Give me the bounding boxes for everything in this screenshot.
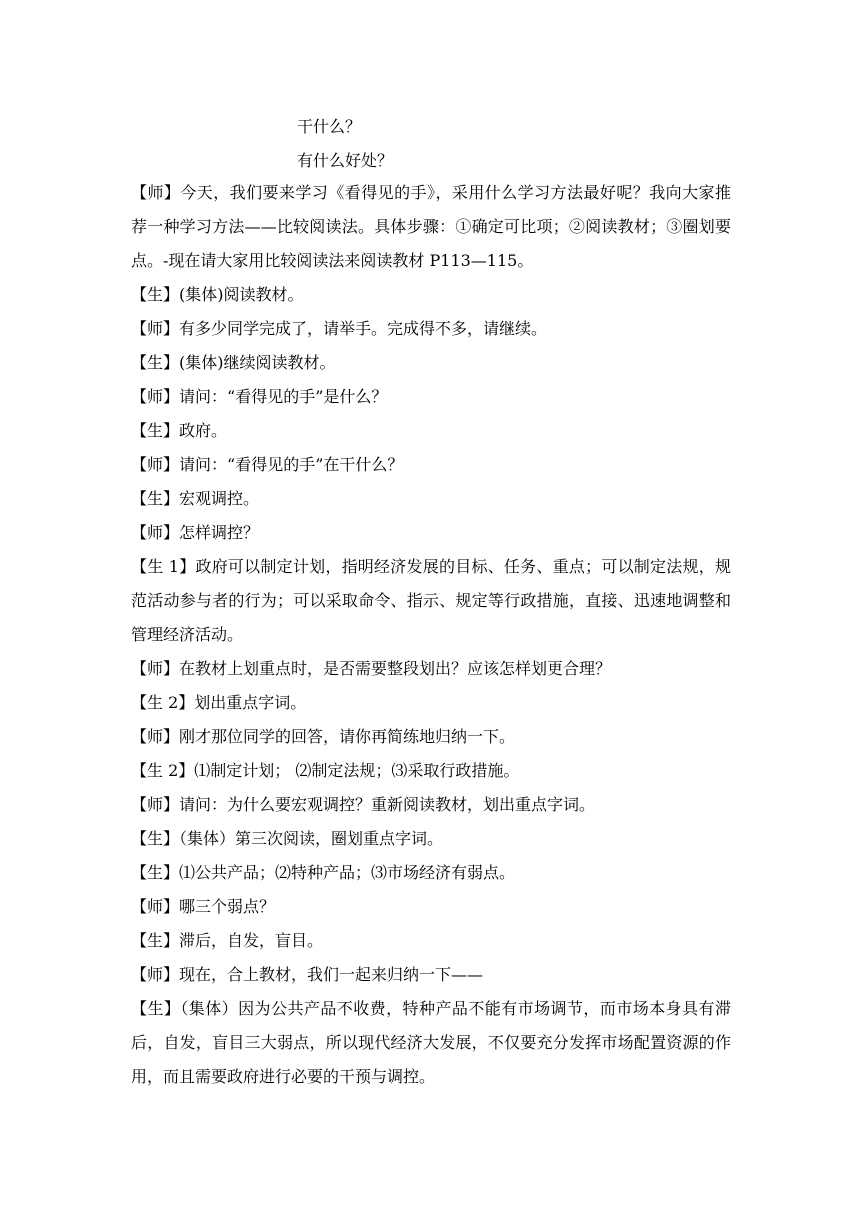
turn-text: (集体)阅读教材。 (179, 285, 304, 304)
turn-text: 刚才那位同学的回答，请你再简练地归纳一下。 (179, 727, 516, 746)
speaker-label: 【生】 (131, 285, 180, 304)
turn-text: 滞后，自发，盲目。 (179, 931, 324, 950)
speaker-label: 【生】 (131, 931, 180, 950)
speaker-label: 【师】 (131, 387, 180, 406)
speaker-label: 【师】 (131, 319, 180, 338)
speaker-label: 【生】 (131, 421, 180, 440)
dialogue-turn (131, 414, 731, 448)
turn-text: 哪三个弱点？ (179, 897, 276, 916)
dialogue-turn (131, 822, 731, 856)
turn-text: ⑴制定计划； ⑵制定法规；⑶采取行政措施。 (194, 761, 520, 780)
speaker-label: 【师】 (131, 659, 180, 678)
dialogue-turn (131, 550, 731, 652)
turn-text: ⑴公共产品；⑵特种产品；⑶市场经济有弱点。 (179, 863, 516, 882)
dialogue-turn (131, 890, 731, 924)
speaker-label: 【师】 (131, 965, 180, 984)
speaker-label: 【师】 (131, 523, 180, 542)
turn-text: 政府。 (179, 421, 228, 440)
turn-text: 请问：“看得见的手”是什么？ (179, 387, 388, 406)
speaker-label: 【生】 (131, 829, 180, 848)
speaker-label: 【生】 (131, 489, 180, 508)
question-line: 干什么？ (297, 117, 362, 136)
dialogue-turn (131, 516, 731, 550)
dialogue-turn (131, 482, 731, 516)
speaker-label: 【生】 (131, 353, 180, 372)
speaker-label: 【师】 (131, 795, 180, 814)
turn-text: 在教材上划重点时，是否需要整段划出？应该怎样划更合理？ (179, 659, 612, 678)
speaker-label: 【生 1】 (131, 557, 196, 576)
speaker-label: 【师】 (131, 455, 180, 474)
dialogue-turn (131, 652, 731, 686)
turn-text: (集体)继续阅读教材。 (179, 353, 336, 372)
dialogue-turn (131, 380, 731, 414)
turn-text: （集体）第三次阅读，圈划重点字词。 (179, 829, 444, 848)
turn-text: 宏观调控。 (179, 489, 260, 508)
speaker-label: 【生 2】 (131, 693, 195, 712)
dialogue-turn (131, 346, 731, 380)
speaker-label: 【生】 (131, 863, 180, 882)
dialogue-turn (131, 176, 731, 278)
dialogue-turn (131, 958, 731, 992)
speaker-label: 【师】 (131, 727, 180, 746)
turn-text: 请问：“看得见的手”在干什么？ (179, 455, 404, 474)
dialogue-turn (131, 312, 731, 346)
dialogue-transcript (131, 176, 731, 1094)
speaker-label: 【生】 (131, 999, 181, 1018)
indented-questions (297, 110, 393, 178)
speaker-label: 【生 2】 (131, 761, 195, 780)
dialogue-turn (131, 686, 731, 720)
turn-text: 划出重点字词。 (194, 693, 307, 712)
dialogue-turn (131, 856, 731, 890)
turn-text: 今天，我们要来学习《看得见的手》，采用什么学习方法最好呢？我向大家推荐一种学习方法——比较阅读法。具体步骤：①确定可比项；②阅读教材；③圈划要点。-现在请大家用比较阅读法来阅读教材 P113—115。 (131, 183, 731, 270)
question-line: 有什么好处？ (297, 151, 394, 170)
turn-text: （集体）因为公共产品不收费，特种产品不能有市场调节，而市场本身具有滞后，自发，盲目三大弱点，所以现代经济大发展，不仅要充分发挥市场配置资源的作用，而且需要政府进行必要的干预与调控。 (131, 999, 731, 1086)
dialogue-turn (131, 278, 731, 312)
turn-text: 现在，合上教材，我们一起来归纳一下—— (179, 965, 484, 984)
speaker-label: 【师】 (131, 897, 180, 916)
turn-text: 怎样调控？ (179, 523, 260, 542)
dialogue-turn (131, 448, 731, 482)
turn-text: 请问：为什么要宏观调控？重新阅读教材，划出重点字词。 (179, 795, 596, 814)
dialogue-turn (131, 788, 731, 822)
dialogue-turn (131, 754, 731, 788)
speaker-label: 【师】 (131, 183, 181, 202)
dialogue-turn (131, 924, 731, 958)
turn-text: 政府可以制定计划，指明经济发展的目标、任务、重点；可以制定法规，规范活动参与者的行为；可以采取命令、指示、规定等行政措施，直接、迅速地调整和管理经济活动。 (131, 557, 731, 644)
dialogue-turn (131, 992, 731, 1094)
dialogue-turn (131, 720, 731, 754)
turn-text: 有多少同学完成了，请举手。完成得不多，请继续。 (179, 319, 548, 338)
